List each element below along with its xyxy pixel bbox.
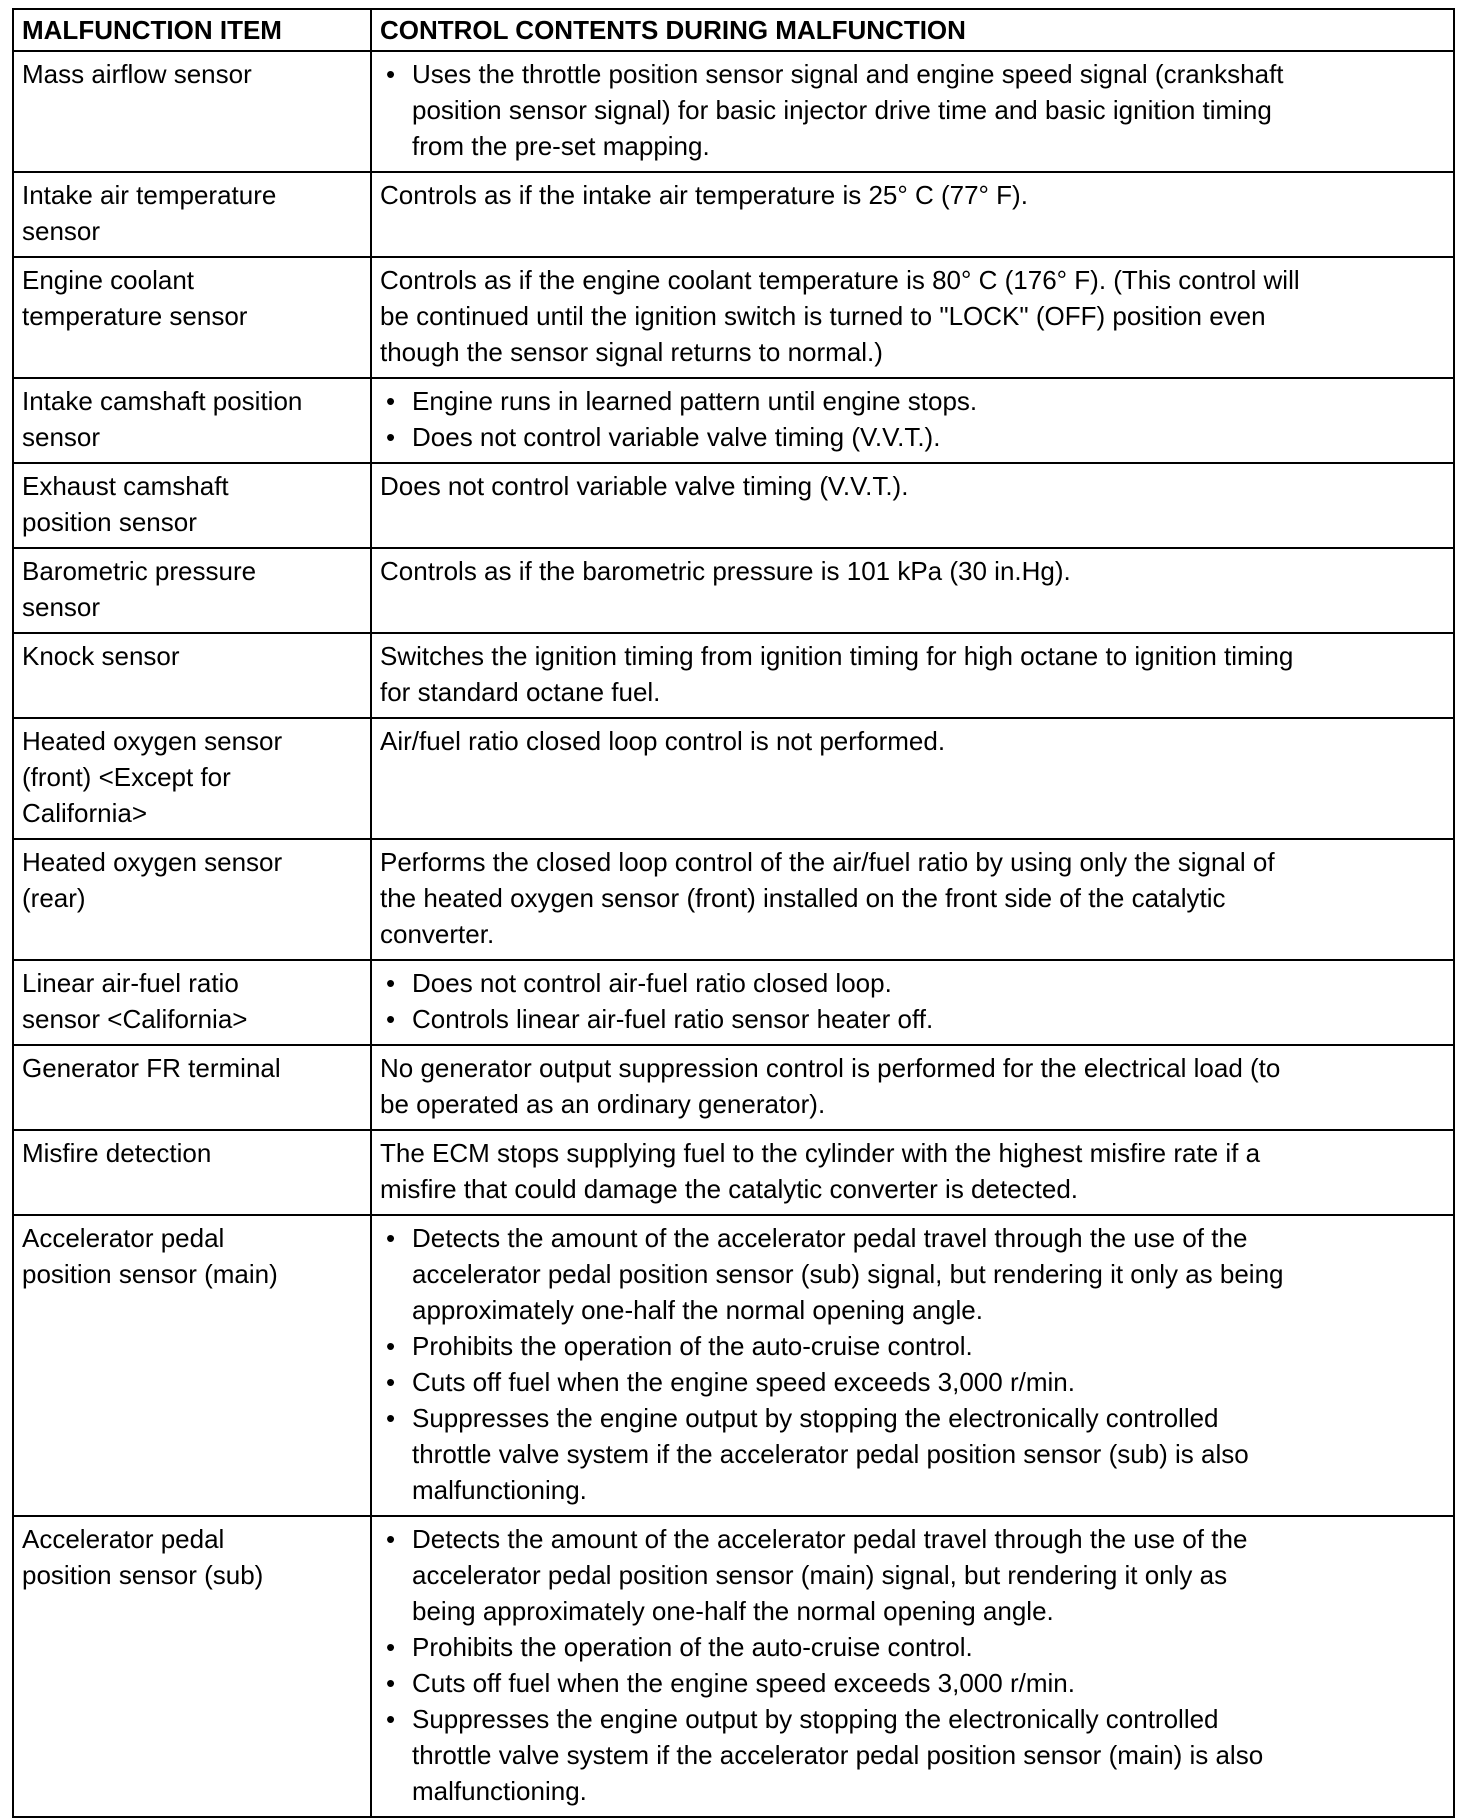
control-contents-cell bbox=[371, 463, 1454, 548]
table-row bbox=[13, 1215, 1454, 1516]
control-contents-cell bbox=[371, 1516, 1454, 1817]
control-text-line: Controls as if the engine coolant temperature is 80° C (176° F). (This control will bbox=[380, 265, 1300, 295]
malfunction-item-line: Intake camshaft position bbox=[22, 386, 303, 416]
malfunction-item-line: Misfire detection bbox=[22, 1138, 212, 1168]
bullet-text-line: Cuts off fuel when the engine speed exceeds 3,000 r/min. bbox=[412, 1367, 1075, 1397]
bullet-text-line: throttle valve system if the accelerator pedal position sensor (sub) is also bbox=[412, 1439, 1249, 1469]
malfunction-item-line: position sensor (main) bbox=[22, 1259, 278, 1289]
bullet-text-line: Controls linear air-fuel ratio sensor heater off. bbox=[412, 1004, 934, 1034]
header-control-contents: CONTROL CONTENTS DURING MALFUNCTION bbox=[371, 9, 1454, 51]
bullet-item bbox=[380, 1001, 1445, 1037]
malfunction-item-cell bbox=[13, 463, 371, 548]
malfunction-item-line: Heated oxygen sensor bbox=[22, 847, 283, 877]
control-contents-cell bbox=[371, 378, 1454, 463]
control-text-line: though the sensor signal returns to normal.) bbox=[380, 337, 883, 367]
malfunction-item-cell bbox=[13, 1516, 371, 1817]
control-text-line: Air/fuel ratio closed loop control is not performed. bbox=[380, 726, 946, 756]
table-row bbox=[13, 1130, 1454, 1215]
bullet-dot-icon: • bbox=[386, 968, 396, 998]
control-text-line: Switches the ignition timing from ignition timing for high octane to ignition timing bbox=[380, 641, 1294, 671]
bullet-text-line: position sensor signal) for basic injector drive time and basic ignition timing bbox=[412, 95, 1272, 125]
malfunction-item-line: Mass airflow sensor bbox=[22, 59, 252, 89]
bullet-text-line: Detects the amount of the accelerator pedal travel through the use of the bbox=[412, 1223, 1248, 1253]
bullet-item bbox=[380, 1220, 1445, 1328]
bullet-text-line: Prohibits the operation of the auto-cruise control. bbox=[412, 1331, 973, 1361]
control-text-line: Performs the closed loop control of the air/fuel ratio by using only the signal of bbox=[380, 847, 1275, 877]
table-row bbox=[13, 51, 1454, 172]
bullet-item bbox=[380, 419, 1445, 455]
control-contents-cell bbox=[371, 633, 1454, 718]
bullet-dot-icon: • bbox=[386, 386, 396, 416]
malfunction-item-cell bbox=[13, 548, 371, 633]
malfunction-item-cell bbox=[13, 1130, 371, 1215]
malfunction-item-line: Knock sensor bbox=[22, 641, 180, 671]
bullet-text-line: accelerator pedal position sensor (sub) signal, but rendering it only as being bbox=[412, 1259, 1284, 1289]
bullet-dot-icon: • bbox=[386, 1331, 396, 1361]
bullet-text-line: Engine runs in learned pattern until engine stops. bbox=[412, 386, 978, 416]
malfunction-item-line: Linear air-fuel ratio bbox=[22, 968, 239, 998]
malfunction-item-line: Exhaust camshaft bbox=[22, 471, 229, 501]
control-text-line: converter. bbox=[380, 919, 495, 949]
table-row bbox=[13, 172, 1454, 257]
table-row bbox=[13, 548, 1454, 633]
control-text-line: The ECM stops supplying fuel to the cylinder with the highest misfire rate if a bbox=[380, 1138, 1261, 1168]
bullet-item bbox=[380, 56, 1445, 164]
malfunction-item-line: Engine coolant bbox=[22, 265, 195, 295]
control-contents-cell bbox=[371, 718, 1454, 839]
bullet-dot-icon: • bbox=[386, 1403, 396, 1433]
control-contents-cell bbox=[371, 839, 1454, 960]
table-row bbox=[13, 718, 1454, 839]
bullet-text-line: Suppresses the engine output by stopping the electronically controlled bbox=[412, 1403, 1219, 1433]
malfunction-control-table bbox=[12, 8, 1455, 1818]
bullet-text-line: malfunctioning. bbox=[412, 1776, 587, 1806]
bullet-dot-icon: • bbox=[386, 1704, 396, 1734]
bullet-item bbox=[380, 383, 1445, 419]
bullet-dot-icon: • bbox=[386, 1524, 396, 1554]
malfunction-item-cell bbox=[13, 172, 371, 257]
control-contents-cell bbox=[371, 1215, 1454, 1516]
bullet-item bbox=[380, 965, 1445, 1001]
bullet-text-line: malfunctioning. bbox=[412, 1475, 587, 1505]
table-body bbox=[13, 51, 1454, 1817]
control-text-line: Does not control variable valve timing (V.V.T.). bbox=[380, 471, 909, 501]
control-text-line: be operated as an ordinary generator). bbox=[380, 1089, 826, 1119]
table-row bbox=[13, 1516, 1454, 1817]
bullet-dot-icon: • bbox=[386, 1632, 396, 1662]
bullet-item bbox=[380, 1400, 1445, 1508]
table-row bbox=[13, 960, 1454, 1045]
table-row bbox=[13, 1045, 1454, 1130]
bullet-text-line: throttle valve system if the accelerator pedal position sensor (main) is also bbox=[412, 1740, 1264, 1770]
malfunction-item-line: (rear) bbox=[22, 883, 86, 913]
malfunction-item-cell bbox=[13, 1045, 371, 1130]
control-contents-cell bbox=[371, 1130, 1454, 1215]
malfunction-item-line: Accelerator pedal bbox=[22, 1223, 225, 1253]
bullet-text-line: Uses the throttle position sensor signal and engine speed signal (crankshaft bbox=[412, 59, 1284, 89]
bullet-text-line: Does not control air-fuel ratio closed loop. bbox=[412, 968, 892, 998]
malfunction-item-cell bbox=[13, 960, 371, 1045]
malfunction-item-line: Accelerator pedal bbox=[22, 1524, 225, 1554]
bullet-text-line: accelerator pedal position sensor (main) signal, but rendering it only as bbox=[412, 1560, 1228, 1590]
malfunction-item-cell bbox=[13, 718, 371, 839]
malfunction-item-line: position sensor (sub) bbox=[22, 1560, 264, 1590]
malfunction-item-line: position sensor bbox=[22, 507, 197, 537]
malfunction-item-line: Barometric pressure bbox=[22, 556, 257, 586]
malfunction-item-cell bbox=[13, 1215, 371, 1516]
bullet-dot-icon: • bbox=[386, 1004, 396, 1034]
bullet-dot-icon: • bbox=[386, 1367, 396, 1397]
control-text-line: for standard octane fuel. bbox=[380, 677, 661, 707]
bullet-text-line: approximately one-half the normal opening angle. bbox=[412, 1295, 983, 1325]
malfunction-item-line: Intake air temperature bbox=[22, 180, 277, 210]
control-text-line: the heated oxygen sensor (front) installed on the front side of the catalytic bbox=[380, 883, 1226, 913]
table-row bbox=[13, 378, 1454, 463]
table-header-row bbox=[13, 9, 1454, 51]
malfunction-item-line: sensor bbox=[22, 592, 101, 622]
bullet-dot-icon: • bbox=[386, 59, 396, 89]
control-contents-cell bbox=[371, 172, 1454, 257]
bullet-item bbox=[380, 1629, 1445, 1665]
bullet-item bbox=[380, 1521, 1445, 1629]
bullet-text-line: being approximately one-half the normal opening angle. bbox=[412, 1596, 1054, 1626]
malfunction-item-line: California> bbox=[22, 798, 148, 828]
bullet-text-line: from the pre-set mapping. bbox=[412, 131, 710, 161]
malfunction-item-line: Generator FR terminal bbox=[22, 1053, 281, 1083]
control-text-line: misfire that could damage the catalytic converter is detected. bbox=[380, 1174, 1079, 1204]
malfunction-item-cell bbox=[13, 378, 371, 463]
control-contents-cell bbox=[371, 1045, 1454, 1130]
bullet-item bbox=[380, 1328, 1445, 1364]
control-text-line: Controls as if the intake air temperature is 25° C (77° F). bbox=[380, 180, 1028, 210]
control-contents-cell bbox=[371, 257, 1454, 378]
table-row bbox=[13, 633, 1454, 718]
table-row bbox=[13, 463, 1454, 548]
bullet-dot-icon: • bbox=[386, 1223, 396, 1253]
bullet-text-line: Detects the amount of the accelerator pedal travel through the use of the bbox=[412, 1524, 1248, 1554]
bullet-text-line: Cuts off fuel when the engine speed exceeds 3,000 r/min. bbox=[412, 1668, 1075, 1698]
table-row bbox=[13, 257, 1454, 378]
control-text-line: be continued until the ignition switch is turned to "LOCK" (OFF) position even bbox=[380, 301, 1266, 331]
control-text-line: Controls as if the barometric pressure is 101 kPa (30 in.Hg). bbox=[380, 556, 1071, 586]
bullet-text-line: Suppresses the engine output by stopping the electronically controlled bbox=[412, 1704, 1219, 1734]
header-malfunction-item: MALFUNCTION ITEM bbox=[13, 9, 371, 51]
malfunction-item-line: sensor bbox=[22, 422, 101, 452]
bullet-text-line: Does not control variable valve timing (V.V.T.). bbox=[412, 422, 941, 452]
malfunction-item-cell bbox=[13, 839, 371, 960]
bullet-item bbox=[380, 1364, 1445, 1400]
bullet-text-line: Prohibits the operation of the auto-cruise control. bbox=[412, 1632, 973, 1662]
bullet-dot-icon: • bbox=[386, 422, 396, 452]
control-text-line: No generator output suppression control is performed for the electrical load (to bbox=[380, 1053, 1281, 1083]
malfunction-item-line: Heated oxygen sensor bbox=[22, 726, 283, 756]
control-contents-cell bbox=[371, 51, 1454, 172]
control-contents-cell bbox=[371, 548, 1454, 633]
malfunction-item-cell bbox=[13, 633, 371, 718]
malfunction-item-line: (front) <Except for bbox=[22, 762, 231, 792]
malfunction-item-line: temperature sensor bbox=[22, 301, 248, 331]
bullet-dot-icon: • bbox=[386, 1668, 396, 1698]
malfunction-item-line: sensor bbox=[22, 216, 101, 246]
bullet-item bbox=[380, 1701, 1445, 1809]
control-contents-cell bbox=[371, 960, 1454, 1045]
bullet-item bbox=[380, 1665, 1445, 1701]
table-row bbox=[13, 839, 1454, 960]
malfunction-item-cell bbox=[13, 257, 371, 378]
malfunction-item-cell bbox=[13, 51, 371, 172]
malfunction-item-line: sensor <California> bbox=[22, 1004, 248, 1034]
